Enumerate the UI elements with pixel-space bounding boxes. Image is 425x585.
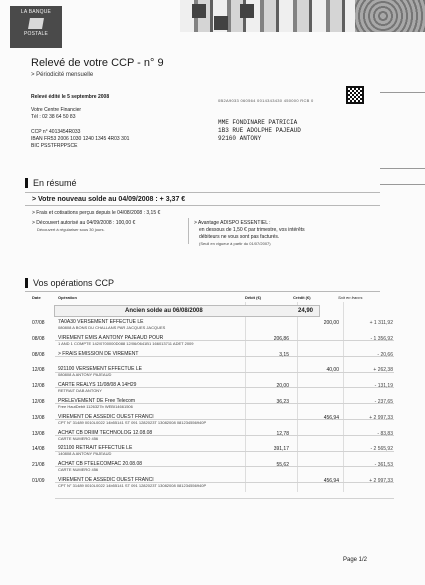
operation-date: 08/08 [32,351,45,358]
bank-logo [10,6,62,48]
operation-title: 921100 RETRAIT EFFECTUE LE [58,445,133,452]
financial-center-phone: Tél : 02 38 64 50 83 [31,114,76,120]
operation-title: 921100 VERSEMENT EFFECTUE LE [58,366,143,373]
recipient-city: 92160 ANTONY [218,135,262,142]
operation-title: ACHAT CB FTELECOMFAC 20.08.08 [58,461,143,468]
header-photo-strip [180,0,425,32]
bank-name-line1: LA BANQUE [20,9,52,15]
recipient-address [218,119,301,143]
divider [25,291,380,292]
operation-francs: - 1 356,92 [370,335,393,342]
operation-francs: - 237,65 [374,399,393,405]
operation-title: PRELEVEMENT DE Free Telecom [58,398,136,404]
recipient-name: MME FONDINARE PATRICIA [218,119,298,126]
operation-date: 12/08 [32,383,45,390]
row-divider [55,498,394,499]
column-header-francs: Soit en francs [338,295,363,300]
operation-detail: CPT N° 31489 0010L0022 14b55141 ST 091 1282023T 13082008 081234556940P [58,419,207,425]
overdraft-summary: > Découvert autorisé au 04/09/2008 : 100,00 € [32,220,136,226]
advantage-title: > Avantage ADISPO ESSENTIEL : [194,220,271,226]
divider [25,192,380,193]
header-photo [355,0,425,32]
bank-name-line2: POSTALE [23,31,49,37]
bic-code: BIC PSSTFRPPSCE [31,143,78,149]
operation-debit: 55,62 [276,462,289,469]
decor-square [192,4,206,18]
operation-date: 07/08 [32,320,45,326]
operation-title: ACHAT CB DRIIM TECHNOLOG 12.08.08 [58,429,153,436]
fold-mark [380,184,425,185]
column-header-debit: Débit (€) [245,295,261,300]
datamatrix-code [346,86,364,104]
operation-debit: 206,86 [273,335,289,342]
operation-francs: + 2 997,33 [369,414,393,421]
operation-detail: RETRAIT DAB ANTONY [58,388,102,394]
operation-label [58,319,254,331]
operation-label [58,477,254,489]
operation-credit: 456,94 [323,478,339,484]
operation-date: 13/08 [32,430,45,437]
operation-detail: Free HautDebit 1126327b WEBI14661506 [58,404,133,409]
logo-bird-icon [28,18,44,29]
operation-title: CARTE REALYS 11/08/08 A 14H29 [58,382,137,389]
operation-francs: - 131,19 [374,383,393,390]
financial-center-label: Votre Centre Financier [31,107,82,113]
operation-francs: - 20,66 [377,351,393,358]
operation-label [58,398,254,410]
operation-label [58,351,254,357]
operation-francs: + 2 997,33 [369,478,393,484]
operation-detail: 1 AND 1 COMPTE 142/0700000D088 12/06/0641B1 166013711 ADET 2009 [58,340,194,346]
operation-label [58,382,254,394]
summary-section-title: En résumé [25,178,77,188]
operation-date: 14/08 [32,446,45,453]
operation-title: > FRAIS EMISSION DE VIREMENT [58,350,139,357]
operation-francs: - 83,83 [377,430,393,437]
operation-date: 08/08 [32,335,45,342]
page-number: Page 1/2 [343,557,368,563]
fold-mark [380,92,425,93]
operation-debit: 36,23 [276,399,289,405]
operation-title: VIREMENT DE ASSEDIC OUEST FRANCI [58,413,154,420]
advantage-text: débiteurs ne vous sont pas facturés. [199,234,280,240]
opening-balance-label: Ancien solde au 06/08/2008 [125,308,203,314]
operation-label [58,414,254,426]
operation-credit: 200,00 [323,320,339,326]
fold-mark [380,168,425,169]
statement-title: Relevé de votre CCP - n° 9 [31,57,164,69]
column-header-date: Date [32,295,41,300]
operation-detail: CARTE NUMERO 456 [58,435,99,441]
table-row [25,477,400,499]
operation-label [58,445,254,457]
operations-section-title: Vos opérations CCP [25,278,114,288]
operation-detail: CARTE NUMERO 456 [58,467,99,473]
operation-debit: 20,00 [276,383,289,390]
operation-francs: - 2 565,92 [370,446,393,453]
decor-square [240,4,254,18]
operation-francs: + 262,38 [373,367,393,374]
operation-detail: 080808 A BONS DU CHALLANS PAR JACQUES JACQUES [58,325,166,330]
statement-periodicity: > Périodicité mensuelle [31,72,94,78]
operation-date: 01/09 [32,478,45,484]
decor-square [214,16,228,30]
operation-label [58,430,254,442]
column-header-credit: Crédit (€) [293,295,311,300]
operation-title: VIREMENT EMIS A ANTONY PAJEAUD POUR [58,334,164,341]
divider [25,205,380,206]
ccp-number: CCP n° 4013454R033 [31,129,81,135]
advantage-note: (Seuil en vigueur à partir du 01/07/2007) [199,241,271,246]
operation-detail: CPT N° 31489 0010L0022 14b55141 ST 091 1282023T 13082008 081234556940P [58,483,207,488]
operation-date: 12/08 [32,367,45,374]
operation-detail: 080808 A ANTONY PAJEAUD [58,372,112,378]
opening-balance-amount: 24,90 [297,308,313,314]
new-balance: > Votre nouveau solde au 04/09/2008 : + 3,37 € [32,196,186,203]
column-header-operation: Opération [58,295,77,300]
operation-date: 12/08 [32,399,45,405]
operation-debit: 391,17 [273,446,289,453]
statement-edit-date: Relevé édité le 5 septembre 2008 [31,94,110,100]
operation-francs: - 361,53 [374,462,393,469]
recipient-street: 1B3 RUE ADOLPHE PAJEAUD [218,127,301,134]
operation-detail: 140808 A ANTONY PAJEAUD [58,451,112,457]
operation-credit: 456,94 [323,414,339,421]
operation-label [58,461,254,473]
summary-divider [188,218,189,244]
operation-debit: 3,15 [279,351,289,358]
fees-summary: > Frais et cotisations perçus depuis le 04/08/2008 : 3,15 € [32,210,161,216]
operation-debit: 12,78 [276,430,289,437]
operation-credit: 40,00 [326,367,339,374]
mail-routing-code: 0B2A9033 060564 0014343430 450000 RCB 0 [218,98,314,103]
iban-number: IBAN FR53 2006 1030 1240 1345 4R03 301 [31,136,130,142]
operation-label [58,335,254,347]
overdraft-note: Découvert à régulariser sous 30 jours. [37,227,105,232]
operation-title: VIREMENT DE ASSEDIC OUEST FRANCI [58,477,154,483]
operation-title: 7A0A30 VERSEMENT EFFECTUE LE [58,319,144,325]
operation-date: 13/08 [32,414,45,421]
operation-francs: + 1 311,92 [369,320,393,326]
operation-label [58,366,254,378]
opening-balance-row [54,305,320,317]
operation-date: 21/08 [32,462,45,469]
advantage-text: en dessous de 1,50 € par trimestre, vos intérêts [199,227,305,233]
